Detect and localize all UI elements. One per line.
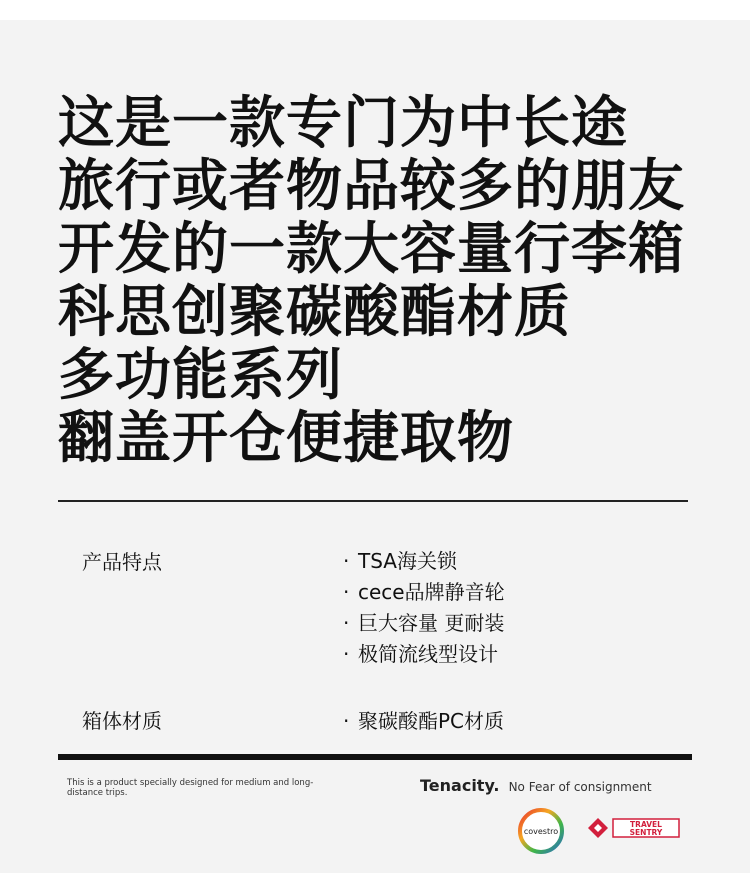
- spec-value-item: [343, 546, 505, 577]
- spec-value-text: 巨大容量 更耐装: [358, 611, 505, 635]
- spec-value-item: [343, 577, 505, 608]
- travel-sentry-text: TRAVEL: [630, 820, 662, 829]
- spec-value-text: 聚碳酸酯PC材质: [358, 709, 505, 733]
- bullet: ·: [343, 580, 350, 604]
- spec-values-material: [343, 706, 504, 737]
- bullet: ·: [343, 709, 350, 733]
- headline: [58, 92, 738, 470]
- product-note: This is a product specially designed for medium and long-distance trips.: [67, 778, 314, 798]
- headline-line: 多功能系列: [58, 343, 343, 408]
- headline-line: 翻盖开仓便捷取物: [58, 406, 514, 471]
- travel-sentry-text: SENTRY: [629, 828, 663, 837]
- covestro-logo-icon: [517, 807, 565, 855]
- headline-line: 这是一款专门为中长途: [58, 91, 628, 156]
- spec-label-material: 箱体材质: [82, 709, 162, 733]
- spec-label-features: 产品特点: [82, 550, 162, 574]
- brand-tagline: No Fear of consignment: [508, 780, 652, 794]
- spec-value-item: [343, 706, 504, 737]
- page-panel: [0, 20, 750, 873]
- spec-value-text: cece品牌静音轮: [358, 580, 505, 604]
- bullet: ·: [343, 549, 350, 573]
- divider-line: [58, 500, 688, 502]
- travel-sentry-logo-icon: [586, 814, 682, 842]
- bullet: ·: [343, 642, 350, 666]
- headline-line: 开发的一款大容量行李箱: [58, 217, 685, 282]
- covestro-logo-text: covestro: [523, 827, 559, 836]
- brand-line: [420, 776, 652, 795]
- spec-value-text: 极简流线型设计: [358, 642, 498, 666]
- spec-value-item: [343, 608, 505, 639]
- spec-value-text: TSA海关锁: [358, 549, 457, 573]
- headline-line: 旅行或者物品较多的朋友: [58, 154, 685, 219]
- spec-values-features: [343, 546, 505, 670]
- spec-value-item: [343, 639, 505, 670]
- footer-divider: [58, 754, 692, 760]
- headline-line: 科思创聚碳酸酯材质: [58, 280, 571, 345]
- bullet: ·: [343, 611, 350, 635]
- brand-name: Tenacity.: [420, 776, 500, 795]
